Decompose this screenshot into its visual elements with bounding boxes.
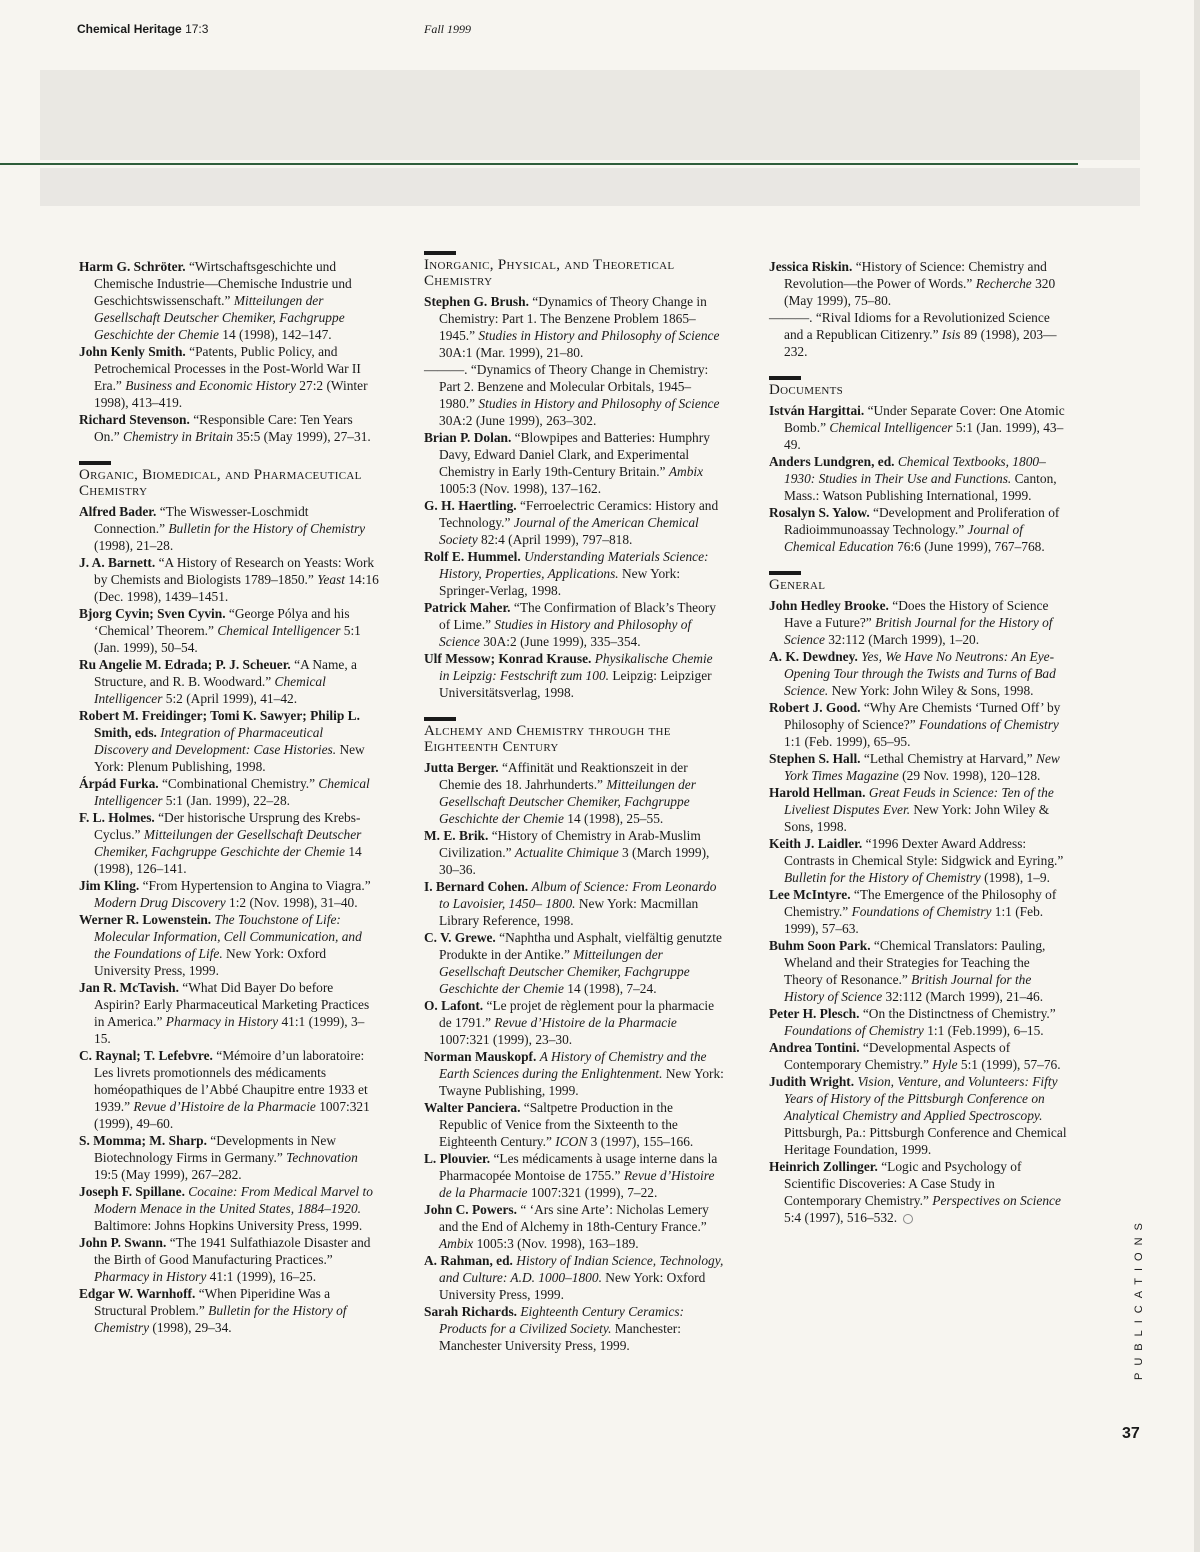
section-heading (79, 461, 379, 499)
bibliography-entry: Edgar W. Warnhoff. “When Piperidine Was a Structural Problem.” Bulletin for the History of Chemistry (1998), 29–34. (79, 1286, 347, 1335)
bibliography-entry: Brian P. Dolan. “Blowpipes and Batteries: Humphry Davy, Edward Daniel Clark, and Experimental Chemistry in Early 19th-Century Britain.” Ambix 1005:3 (Nov. 1998), 137–162. (424, 430, 710, 496)
bibliography-entry: Judith Wright. Vision, Venture, and Volunteers: Fifty Years of History of the Pittsburgh Conference on Analytical Chemistry and Applied Spectroscopy. Pittsburgh, Pa.: Pittsburgh Conference and Chemical Heritage Foundation, 1999. (769, 1074, 1067, 1157)
bibliography-entry: Lee McIntyre. “The Emergence of the Philosophy of Chemistry.” Foundations of Chemistry 1:1 (Feb. 1999), 57–63. (769, 887, 1057, 936)
bibliography-entry: Anders Lundgren, ed. Chemical Textbooks, 1800–1930: Studies in Their Use and Functions. Canton, Mass.: Watson Publishing International, 1999. (769, 454, 1057, 503)
section-heading-title: Inorganic, Physical, and Theoretical Chemistry (424, 257, 675, 289)
column-1 (79, 258, 379, 1336)
section-heading-title: General (769, 577, 826, 593)
bibliography-entry: ———. “Dynamics of Theory Change in Chemistry: Part 2. Benzene and Molecular Orbitals, 1945–1980.” Studies in History and Philosophy of Science 30A:2 (June 1999), 263–302. (424, 362, 720, 428)
bibliography-entry: Joseph F. Spillane. Cocaine: From Medical Marvel to Modern Menace in the United States, 1884–1920. Baltimore: Johns Hopkins University Press, 1999. (79, 1184, 373, 1233)
column-2 (424, 251, 724, 1354)
bibliography-entry: John Hedley Brooke. “Does the History of Science Have a Future?” British Journal for the History of Science 32:112 (March 1999), 1–20. (769, 598, 1053, 647)
bibliography-entry: Jim Kling. “From Hypertension to Angina to Viagra.” Modern Drug Discovery 1:2 (Nov. 1998), 31–40. (79, 878, 371, 910)
section-heading (424, 717, 724, 755)
bibliography-entry: O. Lafont. “Le projet de règlement pour la pharmacie de 1791.” Revue d’Histoire de la Pharmacie 1007:321 (1999), 23–30. (424, 998, 715, 1047)
bibliography-entry: Keith J. Laidler. “1996 Dexter Award Address: Contrasts in Chemical Style: Sidgwick and Eyring.” Bulletin for the History of Chemistry (1998), 1–9. (769, 836, 1064, 885)
section-heading (424, 251, 724, 289)
bibliography-entry: John Kenly Smith. “Patents, Public Policy, and Petrochemical Processes in the Post-World War II Era.” Business and Economic History 27:2 (Winter 1998), 413–419. (79, 344, 368, 410)
page-number: 37 (1122, 1425, 1140, 1442)
bibliography-entry: I. Bernard Cohen. Album of Science: From Leonardo to Lavoisier, 1450– 1800. New York: Macmillan Library Reference, 1998. (424, 879, 717, 928)
bibliography-entry: Peter H. Plesch. “On the Distinctness of Chemistry.” Foundations of Chemistry 1:1 (Feb.1999), 6–15. (769, 1006, 1056, 1038)
bibliography-entry: Werner R. Lowenstein. The Touchstone of Life: Molecular Information, Cell Communication, and the Foundations of Life. New York: Oxford University Press, 1999. (79, 912, 362, 978)
bibliography-entry: Rolf E. Hummel. Understanding Materials Science: History, Properties, Applications. New York: Springer-Verlag, 1998. (424, 549, 709, 598)
section-heading-title: Organic, Biomedical, and Pharmaceutical Chemistry (79, 467, 362, 499)
bibliography-entry: L. Plouvier. “Les médicaments à usage interne dans la Pharmacopée Montoise de 1755.” Revue d’Histoire de la Pharmacie 1007:321 (1999), 7–22. (424, 1151, 718, 1200)
section-heading-bar (79, 461, 111, 465)
header-rule (0, 163, 1078, 165)
journal-title: Chemical Heritage (77, 22, 182, 36)
bibliography-entry: Stephen G. Brush. “Dynamics of Theory Change in Chemistry: Part 1. The Benzene Problem 1865–1945.” Studies in History and Philosophy of Science 30A:1 (Mar. 1999), 21–80. (424, 294, 720, 360)
journal-issue: 17:3 (185, 22, 209, 36)
bibliography-entry: Richard Stevenson. “Responsible Care: Ten Years On.” Chemistry in Britain 35:5 (May 1999), 27–31. (79, 412, 371, 444)
faded-banner-strip (40, 168, 1140, 206)
bibliography-entry: Ulf Messow; Konrad Krause. Physikalische Chemie in Leipzig: Festschrift zum 100. Leipzig: Leipziger Universitätsverlag, 1998. (424, 651, 713, 700)
bibliography-entry: Jan R. McTavish. “What Did Bayer Do before Aspirin? Early Pharmaceutical Marketing Practices in America.” Pharmacy in History 41:1 (1999), 3–15. (79, 980, 370, 1046)
bibliography-entry: Andrea Tontini. “Developmental Aspects of Contemporary Chemistry.” Hyle 5:1 (1999), 57–76. (769, 1040, 1061, 1072)
bibliography-entry: G. H. Haertling. “Ferroelectric Ceramics: History and Technology.” Journal of the American Chemical Society 82:4 (April 1999), 797–818. (424, 498, 719, 547)
bibliography-entry: A. Rahman, ed. History of Indian Science, Technology, and Culture: A.D. 1000–1800. New York: Oxford University Press, 1999. (424, 1253, 724, 1302)
bibliography-entry: Robert J. Good. “Why Are Chemists ‘Turned Off’ by Philosophy of Science?” Foundations of Chemistry 1:1 (Feb. 1999), 65–95. (769, 700, 1061, 749)
section-heading-bar (424, 251, 456, 255)
faded-masthead-background (40, 70, 1140, 160)
bibliography-entry: F. L. Holmes. “Der historische Ursprung des Krebs-Cyclus.” Mitteilungen der Gesellschaft Deutscher Chemiker, Fachgruppe Geschichte der Chemie 14 (1998), 126–141. (79, 810, 362, 876)
page-edge (1194, 0, 1200, 1552)
bibliography-entry: Jessica Riskin. “History of Science: Chemistry and Revolution—the Power of Words.” Recherche 320 (May 1999), 75–80. (769, 259, 1056, 308)
bibliography-entry: A. K. Dewdney. Yes, We Have No Neutrons: An Eye-Opening Tour through the Twists and Turns of Bad Science. New York: John Wiley & Sons, 1998. (769, 649, 1056, 698)
bibliography-entry: Heinrich Zollinger. “Logic and Psychology of Scientific Discoveries: A Case Study in Contemporary Chemistry.” Perspectives on Science 5:4 (1997), 516–532. (769, 1159, 1061, 1225)
bibliography-entry: Ru Angelie M. Edrada; P. J. Scheuer. “A Name, a Structure, and R. B. Woodward.” Chemical Intelligencer 5:2 (April 1999), 41–42. (79, 657, 357, 706)
bibliography-entry: Stephen S. Hall. “Lethal Chemistry at Harvard,” New York Times Magazine (29 Nov. 1998), 120–128. (769, 751, 1060, 783)
running-header-journal (77, 22, 208, 36)
section-heading-title: Alchemy and Chemistry through the Eighteenth Century (424, 723, 671, 755)
bibliography-entry: M. E. Brik. “History of Chemistry in Arab-Muslim Civilization.” Actualite Chimique 3 (March 1999), 30–36. (424, 828, 710, 877)
bibliography-entry: Jutta Berger. “Affinität und Reaktionszeit in der Chemie des 18. Jahrhunderts.” Mitteilungen der Gesellschaft Deutscher Chemiker, Fachgruppe Geschichte der Chemie 14 (1998), 25–55. (424, 760, 696, 826)
bibliography-entry: J. A. Barnett. “A History of Research on Yeasts: Work by Chemists and Biologists 1789–1850.” Yeast 14:16 (Dec. 1998), 1439–1451. (79, 555, 379, 604)
section-heading-bar (424, 717, 456, 721)
section-heading-bar (769, 571, 801, 575)
bibliography-entry: István Hargittai. “Under Separate Cover: One Atomic Bomb.” Chemical Intelligencer 5:1 (Jan. 1999), 43–49. (769, 403, 1065, 452)
end-mark-icon (903, 1214, 913, 1224)
bibliography-entry: John C. Powers. “ ‘Ars sine Arte’: Nicholas Lemery and the End of Alchemy in 18th-Century France.” Ambix 1005:3 (Nov. 1998), 163–189. (424, 1202, 709, 1251)
column-3 (769, 258, 1069, 1226)
running-header-season: Fall 1999 (424, 22, 471, 36)
bibliography-entry: S. Momma; M. Sharp. “Developments in New Biotechnology Firms in Germany.” Technovation 19:5 (May 1999), 267–282. (79, 1133, 358, 1182)
bibliography-entry: ———. “Rival Idioms for a Revolutionized Science and a Republican Citizenry.” Isis 89 (1998), 203—232. (769, 310, 1057, 359)
bibliography-entry: Árpád Furka. “Combinational Chemistry.” Chemical Intelligencer 5:1 (Jan. 1999), 22–28. (79, 776, 370, 808)
bibliography-entry: Rosalyn S. Yalow. “Development and Proliferation of Radioimmunoassay Technology.” Journal of Chemical Education 76:6 (June 1999), 767–768. (769, 505, 1060, 554)
bibliography-entry: Bjorg Cyvin; Sven Cyvin. “George Pólya and his ‘Chemical’ Theorem.” Chemical Intelligencer 5:1 (Jan. 1999), 50–54. (79, 606, 361, 655)
bibliography-entry: Robert M. Freidinger; Tomi K. Sawyer; Philip L. Smith, eds. Integration of Pharmaceutical Discovery and Development: Case Histories. New York: Plenum Publishing, 1998. (79, 708, 365, 774)
section-heading-bar (769, 376, 801, 380)
bibliography-entry: Harm G. Schröter. “Wirtschaftsgeschichte und Chemische Industrie—Chemische Industrie und Geschichtswissenschaft.” Mitteilungen der Gesellschaft Deutscher Chemiker, Fachgruppe Geschichte der Chemie 14 (1998), 142–147. (79, 259, 352, 342)
bibliography-entry: Walter Panciera. “Saltpetre Production in the Republic of Venice from the Sixteenth to the Eighteenth Century.” ICON 3 (1997), 155–166. (424, 1100, 694, 1149)
bibliography-entry: Alfred Bader. “The Wiswesser-Loschmidt Connection.” Bulletin for the History of Chemistry (1998), 21–28. (79, 504, 366, 553)
section-heading (769, 571, 1069, 593)
bibliography-entry: C. V. Grewe. “Naphtha und Asphalt, vielfältig genutzte Produkte in der Antike.” Mitteilungen der Gesellschaft Deutscher Chemiker, Fachgruppe Geschichte der Chemie 14 (1998), 7–24. (424, 930, 722, 996)
section-heading (769, 376, 1069, 398)
bibliography-entry: Norman Mauskopf. A History of Chemistry and the Earth Sciences during the Enlightenment. New York: Twayne Publishing, 1999. (424, 1049, 724, 1098)
bibliography-entry: Harold Hellman. Great Feuds in Science: Ten of the Liveliest Disputes Ever. New York: John Wiley & Sons, 1998. (769, 785, 1054, 834)
bibliography-entry: Sarah Richards. Eighteenth Century Ceramics: Products for a Civilized Society. Manchester: Manchester University Press, 1999. (424, 1304, 685, 1353)
bibliography-entry: C. Raynal; T. Lefebvre. “Mémoire d’un laboratoire: Les livrets promotionnels des médicaments homéopathiques de l’Abbé Chaupitre entre 1933 et 1939.” Revue d’Histoire de la Pharmacie 1007:321 (1999), 49–60. (79, 1048, 370, 1131)
bibliography-entry: John P. Swann. “The 1941 Sulfathiazole Disaster and the Birth of Good Manufacturing Practices.” Pharmacy in History 41:1 (1999), 16–25. (79, 1235, 371, 1284)
bibliography-entry: Patrick Maher. “The Confirmation of Black’s Theory of Lime.” Studies in History and Philosophy of Science 30A:2 (June 1999), 335–354. (424, 600, 716, 649)
bibliography-entry: Buhm Soon Park. “Chemical Translators: Pauling, Wheland and their Strategies for Teaching the Theory of Resonance.” British Journal for the History of Science 32:112 (March 1999), 21–46. (769, 938, 1046, 1004)
section-label-vertical: PUBLICATIONS (1133, 1216, 1145, 1380)
section-heading-title: Documents (769, 382, 844, 398)
